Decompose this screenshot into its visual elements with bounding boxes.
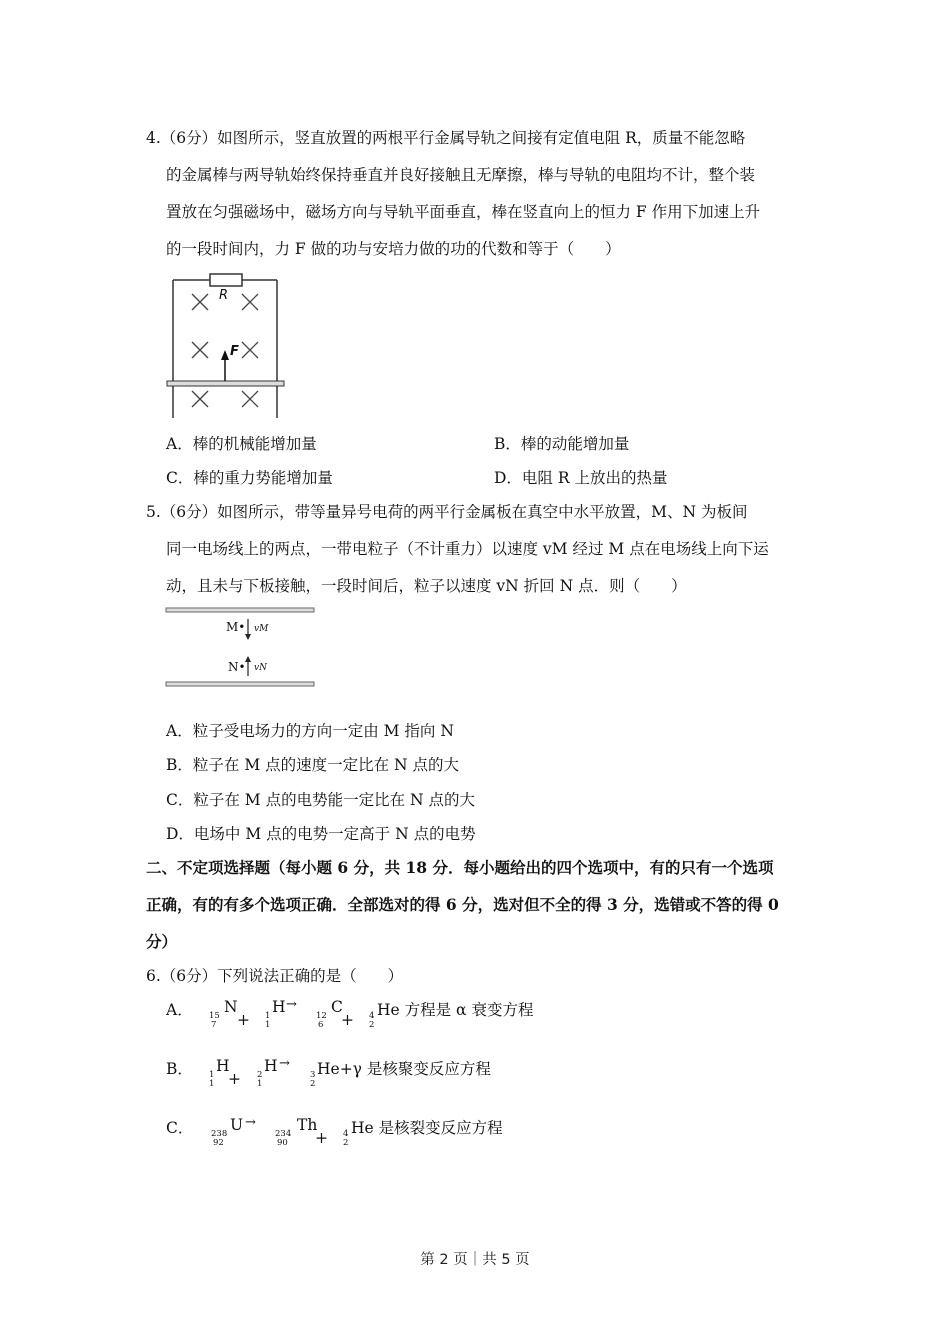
- plus-sign: +: [341, 1011, 354, 1029]
- q5-figure-plates: [165, 604, 317, 692]
- nuclide-h1-mass: 1: [265, 1011, 271, 1021]
- q4-figure-label-R: R: [219, 288, 229, 303]
- section-2-line1: 二、不定项选择题（每小题 6 分，共 18 分．每小题给出的四个选项中，有的只有一个选项: [146, 858, 774, 877]
- nuclide-u238-symbol: U: [230, 1116, 244, 1134]
- plus-sign: +: [237, 1011, 250, 1029]
- q6-option-a-label: A．: [166, 1001, 193, 1019]
- q4-stem-line2: 的金属棒与两导轨始终保持垂直并良好接触且无摩擦，棒与导轨的电阻均不计，整个装: [166, 166, 756, 184]
- nuclide-h1-charge: 1: [265, 1020, 271, 1030]
- nuclide-he4-charge: 2: [369, 1020, 375, 1030]
- nuclide-n15-symbol: N: [224, 998, 238, 1016]
- nuclide-th234-charge: 90: [277, 1138, 288, 1148]
- nuclide-c12-mass: 12: [316, 1011, 327, 1021]
- q5-option-b: B．粒子在 M 点的速度一定比在 N 点的大: [166, 756, 460, 774]
- nuclide-n15-charge: 7: [211, 1020, 217, 1030]
- q5-figure-label-vm: vM: [254, 624, 269, 634]
- q4-option-c: C．棒的重力势能增加量: [166, 469, 333, 487]
- q6-option-b-text: He+γ 是核聚变反应方程: [317, 1060, 491, 1078]
- arrow: →: [245, 1115, 256, 1130]
- nuclide-u238-mass: 238: [211, 1129, 228, 1139]
- section-2-line2: 正确，有的有多个选项正确．全部选对的得 6 分，选对但不全的得 3 分，选错或不答的得 0: [146, 895, 779, 914]
- arrow: →: [279, 1056, 290, 1071]
- nuclide-h1-symbol: H: [272, 998, 286, 1016]
- q4-option-b: B．棒的动能增加量: [494, 435, 630, 453]
- plus-sign: +: [228, 1070, 241, 1088]
- nuclide-h1-symbol: H: [216, 1057, 230, 1075]
- q5-figure-label-vn: vN: [254, 663, 267, 673]
- q5-figure-label-m: M•: [226, 620, 246, 634]
- plus-sign: +: [315, 1129, 328, 1147]
- q4-stem-line4: 的一段时间内，力 F 做的功与安培力做的功的代数和等于（ ）: [166, 240, 621, 258]
- q5-option-c: C．粒子在 M 点的电势能一定比在 N 点的大: [166, 791, 476, 809]
- nuclide-u238-charge: 92: [213, 1138, 224, 1148]
- nuclide-he3-charge: 2: [310, 1079, 316, 1089]
- nuclide-th234-symbol: Th: [297, 1116, 318, 1134]
- nuclide-c12-symbol: C: [331, 998, 343, 1016]
- q5-stem-line3: 动，且未与下板接触，一段时间后，粒子以速度 vN 折回 N 点．则（ ）: [166, 577, 687, 595]
- nuclide-c12-charge: 6: [318, 1020, 324, 1030]
- nuclide-h2-charge: 1: [257, 1079, 263, 1089]
- q6-option-c-text: He 是核裂变反应方程: [351, 1119, 503, 1137]
- q4-stem-line3: 置放在匀强磁场中，磁场方向与导轨平面垂直，棒在竖直向上的恒力 F 作用下加速上升: [166, 203, 761, 221]
- q5-option-d: D．电场中 M 点的电势一定高于 N 点的电势: [166, 825, 476, 843]
- nuclide-he3-mass: 3: [310, 1070, 316, 1080]
- q6-stem: 6.（6分）下列说法正确的是（ ）: [146, 967, 404, 985]
- q5-figure-label-n: N•: [228, 660, 246, 674]
- nuclide-h2-symbol: H: [264, 1057, 278, 1075]
- nuclide-th234-mass: 234: [275, 1129, 292, 1139]
- nuclide-h2-mass: 2: [257, 1070, 263, 1080]
- q5-option-a: A．粒子受电场力的方向一定由 M 指向 N: [166, 722, 454, 740]
- arrow: →: [286, 997, 297, 1012]
- q6-option-b-label: B．: [166, 1060, 193, 1078]
- q4-option-a: A．棒的机械能增加量: [166, 435, 317, 453]
- q4-stem-line1: 4.（6分）如图所示，竖直放置的两根平行金属导轨之间接有定值电阻 R，质量不能忽略: [146, 129, 746, 147]
- q6-option-a-text: He 方程是 α 衰变方程: [377, 1001, 534, 1019]
- nuclide-h1-mass: 1: [209, 1070, 215, 1080]
- q5-stem-line1: 5.（6分）如图所示，带等量异号电荷的两平行金属板在真空中水平放置，M、N 为板间: [146, 503, 748, 521]
- page-footer: 第 2 页｜共 5 页: [420, 1252, 530, 1268]
- section-2-line3: 分）: [146, 932, 178, 951]
- q5-stem-line2: 同一电场线上的两点，一带电粒子（不计重力）以速度 vM 经过 M 点在电场线上向下运: [166, 540, 769, 558]
- nuclide-he4-charge: 2: [343, 1138, 349, 1148]
- q6-option-c-label: C．: [166, 1119, 194, 1137]
- nuclide-n15-mass: 15: [209, 1011, 220, 1021]
- q4-option-d: D．电阻 R 上放出的热量: [494, 469, 668, 487]
- nuclide-he4-mass: 4: [343, 1129, 349, 1139]
- nuclide-h1-charge: 1: [209, 1079, 215, 1089]
- q4-figure-label-F: F: [230, 344, 239, 359]
- nuclide-he4-mass: 4: [369, 1011, 375, 1021]
